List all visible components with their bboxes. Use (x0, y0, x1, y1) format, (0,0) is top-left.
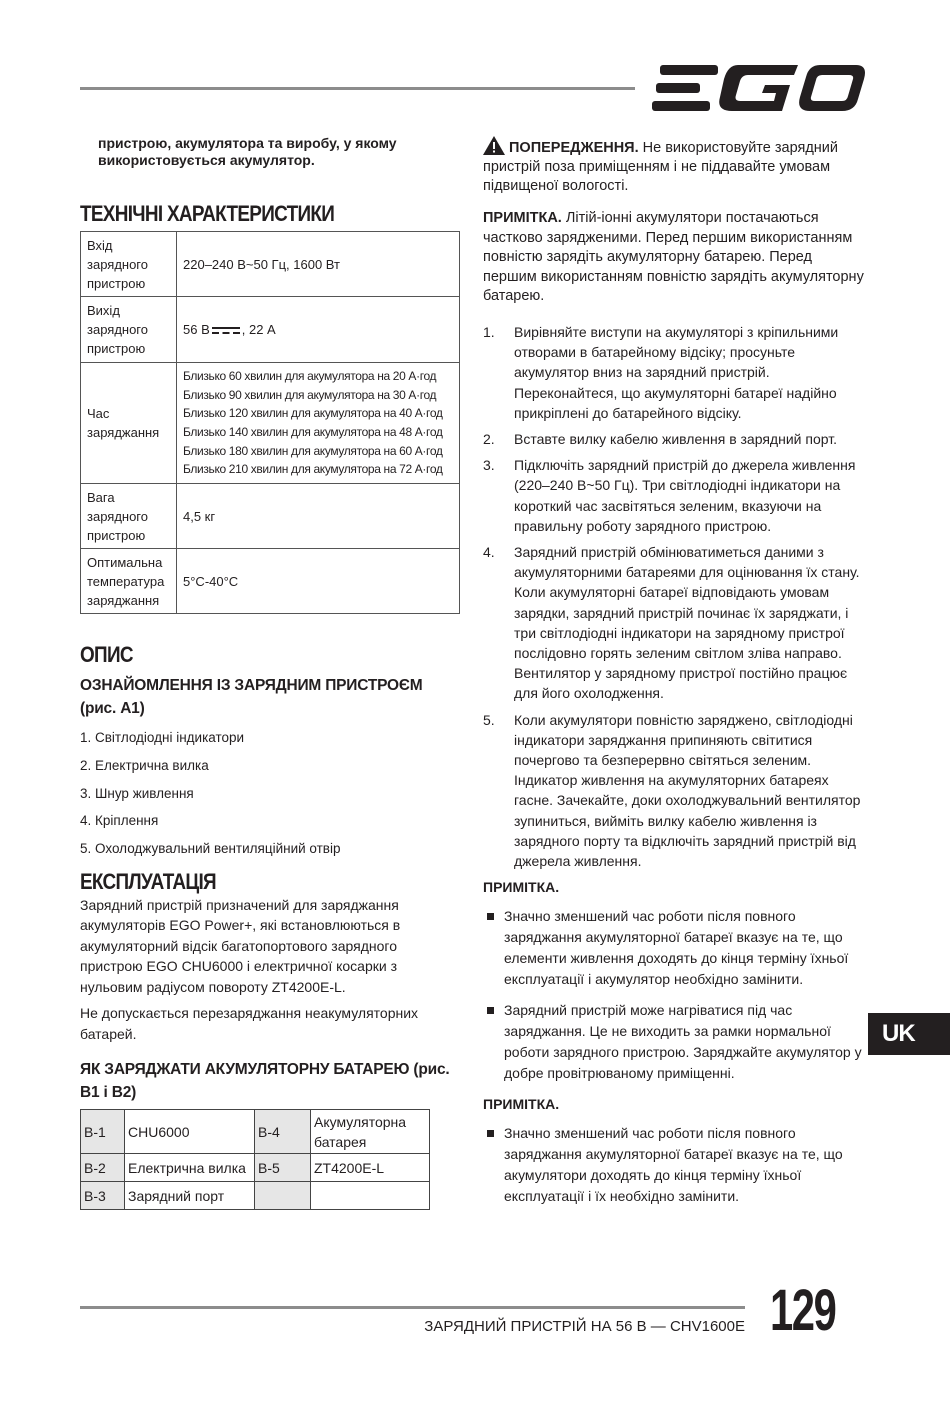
step-number: 2. (483, 430, 495, 447)
table-row (81, 484, 460, 549)
note-title: ПРИМІТКА. (483, 879, 560, 896)
table-row (81, 549, 460, 614)
bullet-square-icon (487, 913, 494, 920)
step-number: 5. (483, 711, 495, 728)
part-name: Зарядний порт (125, 1182, 255, 1210)
note-label: ПРИМІТКА. (483, 210, 562, 226)
list-item (483, 429, 868, 449)
operation-paragraph: Зарядний пристрій призначений для заряджання акумуляторів EGO Power+, які встановлюються в акумуляторний відсік багатопортового зарядного пристрою EGO CHU6000 і електричної косарки з нульовим радіусом повороту ZT4200E-L. (80, 896, 401, 995)
empty-cell (311, 1182, 430, 1210)
step-text: Зарядний пристрій обмінюватиметься даними з акумуляторними батареями для оцінювання їх стану. Коли акумуляторні батареї відповідають умовам зарядки, зарядний пристрій починає їх заряджати, і три світлодіодні індикатори на зарядному пристрої послідовно горять зеленим світлом зліва направо. Вентилятор у зарядному пристрої постійно працює для його охолодження. (514, 544, 860, 702)
step-text: Підключіть зарядний пристрій до джерела живлення (220–240 В~50 Гц). Три світлодіодні індикатори на короткий час засвітяться зеленим, вказуючи на правильну роботу зарядного пристрою. (514, 457, 856, 534)
bullet-text: Значно зменшений час роботи після повного заряджання акумуляторної батареї вказує на те, що елементи живлення доходять до кінця терміну їхньої експлуатації і акумулятор необхідно замінити. (504, 908, 849, 988)
right-column (483, 136, 868, 1217)
part-name: Акумуляторна батарея (311, 1110, 430, 1154)
spec-label: Вхід зарядного пристрою (81, 232, 177, 297)
step-text: Коли акумулятори повністю заряджено, світлодіодні індикатори заряджання припиняють світитися почергово та безперервно світяться зеленим. Індикатор живлення на акумуляторних батареях гасне. Зачекайте, доки охолоджувальний вентилятор зупиниться, вийміть вилку кабелю живлення із зарядного порту та відключіть зарядний пристрій від джерела живлення. (514, 711, 861, 870)
note-title: ПРИМІТКА. (483, 1096, 560, 1113)
spec-value (177, 363, 460, 484)
spec-label: Час заряджання (81, 363, 177, 484)
spec-value (177, 297, 460, 363)
warning-label: ПОПЕРЕДЖЕННЯ. (509, 140, 639, 156)
charge-time-line: Близько 120 хвилин для акумулятора на 40 А·год (183, 406, 443, 421)
step-text: Вирівняйте виступи на акумуляторі з кріпильними отворами в батарейному відсіку; просуньте акумулятор вниз на зарядний пристрій. Переконайтеся, що акумуляторні батареї надійно прикріплені до батарейного відсіку. (514, 323, 839, 421)
step-number: 3. (483, 457, 495, 474)
lead-paragraph: пристрою, акумулятора та виробу, у якому використовується акумулятор. (98, 135, 397, 168)
spec-value: 4,5 кг (177, 484, 460, 549)
parts-list (80, 730, 462, 857)
operation-paragraph: Не допускається перезаряджання неакумуляторних батарей. (80, 1005, 419, 1042)
charge-time-line: Близько 210 хвилин для акумулятора на 72 А·год (183, 462, 443, 477)
bullet-square-icon (487, 1130, 494, 1137)
bullet-text: Зарядний пристрій може нагріватися під час заряджання. Це не виходить за рамки нормальної роботи зарядного пристрою. Заряджайте акумулятор у добре провітрюваному приміщенні. (504, 1002, 862, 1082)
bullet-text: Значно зменшений час роботи після повного заряджання акумуляторної батареї вказує на те, що акумулятори доходять до кінця терміну їхньої експлуатації і їх необхідно замінити. (504, 1125, 843, 1205)
ego-logo (650, 62, 865, 114)
left-column (80, 135, 462, 1210)
language-tab: UK (868, 1013, 950, 1055)
note-bullets (483, 906, 868, 1084)
list-item: 5. Охолоджувальний вентиляційний отвір (80, 841, 341, 857)
charging-steps (483, 322, 868, 871)
note-text: Літій-іонні акумулятори постачаються частково зарядженими. Перед першим використанням повністю зарядіть акумуляторну батарею. Перед першим використанням повністю зарядіть акумуляторну батарею. (483, 210, 864, 305)
output-current: , 22 А (241, 322, 276, 337)
specs-table (80, 231, 460, 614)
list-item: 1. Світлодіодні індикатори (80, 730, 245, 745)
step-text: Вставте вилку кабелю живлення в зарядний порт. (514, 430, 837, 447)
warning-icon (483, 136, 505, 155)
parts-table (80, 1109, 430, 1210)
table-row (81, 297, 460, 363)
list-item (483, 455, 868, 536)
table-row (81, 1182, 430, 1210)
bullet-square-icon (487, 1007, 494, 1014)
charge-time-line: Близько 140 хвилин для акумулятора на 48 А·год (183, 425, 443, 439)
operation-title: ЕКСПЛУАТАЦІЯ (80, 868, 216, 894)
charge-time-line: Близько 90 хвилин для акумулятора на 30 А·год (183, 387, 437, 402)
page-number: 129 (770, 1278, 836, 1343)
warning-text: Не використовуйте зарядний пристрій поза приміщенням і не піддавайте умовам підвищеної вологості. (483, 140, 839, 194)
table-row (81, 363, 460, 484)
note-bullets (483, 1123, 868, 1207)
list-item (483, 906, 868, 990)
list-item (483, 1000, 868, 1084)
step-number: 4. (483, 544, 495, 560)
specs-title: ТЕХНІЧНІ ХАРАКТЕРИСТИКИ (80, 201, 335, 226)
charging-subtitle: ЯК ЗАРЯДЖАТИ АКУМУЛЯТОРНУ БАТАРЕЮ (рис. В1 і В2) (80, 1061, 450, 1102)
list-item: 3. Шнур живлення (80, 785, 194, 801)
description-subtitle: ОЗНАЙОМЛЕННЯ ІЗ ЗАРЯДНИМ ПРИСТРОЄМ (рис. А1) (80, 677, 423, 717)
warning-block (483, 136, 868, 196)
header-rule (80, 87, 635, 90)
list-item (483, 1123, 868, 1207)
table-row (81, 232, 460, 297)
table-row (81, 1110, 430, 1154)
footer-title: ЗАРЯДНИЙ ПРИСТРІЙ НА 56 В — CHV1600E (424, 1318, 745, 1335)
description-title: ОПИС (80, 642, 133, 667)
spec-value: 5°C-40°C (177, 549, 460, 614)
step-number: 1. (483, 323, 495, 340)
part-code: B-3 (81, 1182, 125, 1210)
charge-time-line: Близько 180 хвилин для акумулятора на 60 А·год (183, 443, 443, 458)
list-item (483, 542, 868, 704)
output-voltage: 56 В (183, 322, 210, 337)
table-row (81, 1154, 430, 1182)
list-item: 2. Електрична вилка (80, 757, 209, 773)
part-code: B-1 (81, 1110, 125, 1154)
part-name: CHU6000 (125, 1110, 255, 1154)
spec-value: 220–240 В~50 Гц, 1600 Вт (177, 232, 460, 297)
spec-label: Вихід зарядного пристрою (81, 297, 177, 363)
note-block (483, 209, 868, 307)
empty-cell (255, 1182, 311, 1210)
spec-label: Вага зарядного пристрою (81, 484, 177, 549)
part-code: B-5 (255, 1154, 311, 1182)
dc-symbol-icon (212, 327, 240, 335)
list-item: 4. Кріплення (80, 813, 159, 829)
part-code: B-4 (255, 1110, 311, 1154)
list-item (483, 710, 868, 872)
charge-time-line: Близько 60 хвилин для акумулятора на 20 А·год (183, 369, 437, 384)
part-name: ZT4200E-L (311, 1154, 430, 1182)
footer-rule (80, 1306, 745, 1309)
spec-label: Оптимальна температура заряджання (81, 549, 177, 614)
part-code: B-2 (81, 1154, 125, 1182)
part-name: Електрична вилка (125, 1154, 255, 1182)
list-item (483, 322, 868, 423)
